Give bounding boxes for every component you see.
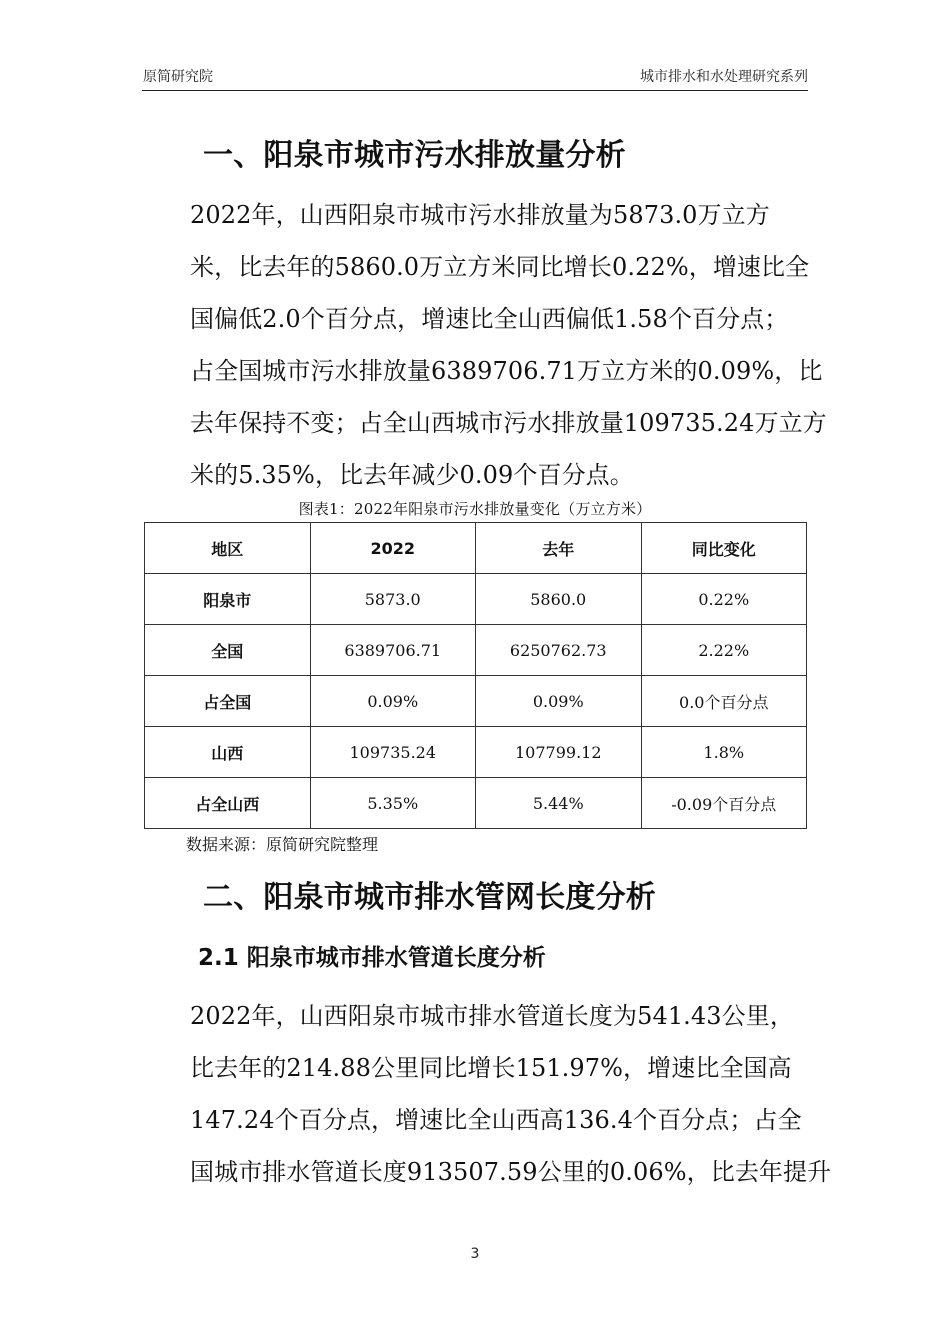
page-header xyxy=(142,64,808,91)
table-cell-region: 山西 xyxy=(145,727,311,778)
paragraph-line: 2022年，山西阳泉市城市排水管道长度为541.43公里， xyxy=(190,1002,794,1030)
section-title-sewage-discharge: 一、阳泉市城市污水排放量分析 xyxy=(203,138,626,173)
table-cell-2022: 5.35% xyxy=(310,778,476,829)
table-cell-change: 1.8% xyxy=(641,727,807,778)
table-cell-last-year: 0.09% xyxy=(476,676,642,727)
header-series-title: 城市排水和水处理研究系列 xyxy=(640,69,808,85)
table-cell-region: 全国 xyxy=(145,625,311,676)
paragraph-line: 米的5.35%，比去年减少0.09个百分点。 xyxy=(190,461,634,489)
table-cell-region: 阳泉市 xyxy=(145,574,311,625)
table-header-yoy-change: 同比变化 xyxy=(641,523,807,574)
table-header-2022: 2022 xyxy=(310,523,476,574)
drainage-analysis-paragraph xyxy=(142,990,832,1198)
table-cell-last-year: 6250762.73 xyxy=(476,625,642,676)
table-row xyxy=(145,676,807,727)
paragraph-line: 米，比去年的5860.0万立方米同比增长0.22%，增速比全 xyxy=(190,253,810,281)
table-cell-last-year: 5860.0 xyxy=(476,574,642,625)
table-row xyxy=(145,574,807,625)
table-header-row xyxy=(145,523,807,574)
table-cell-change: 0.22% xyxy=(641,574,807,625)
table-source-note: 数据来源：原简研究院整理 xyxy=(186,835,379,854)
table-cell-2022: 109735.24 xyxy=(310,727,476,778)
table-header-region: 地区 xyxy=(145,523,311,574)
sewage-analysis-paragraph xyxy=(142,189,827,501)
table-cell-2022: 5873.0 xyxy=(310,574,476,625)
sewage-discharge-table xyxy=(144,522,807,829)
paragraph-line: 比去年的214.88公里同比增长151.97%，增速比全国高 xyxy=(190,1054,792,1082)
paragraph-line: 国偏低2.0个百分点，增速比全山西偏低1.58个百分点； xyxy=(190,305,789,333)
table-cell-2022: 0.09% xyxy=(310,676,476,727)
page-number: 3 xyxy=(470,1246,480,1262)
table-row xyxy=(145,625,807,676)
table-cell-change: 2.22% xyxy=(641,625,807,676)
paragraph-line: 去年保持不变；占全山西城市污水排放量109735.24万立方 xyxy=(190,409,827,437)
table-header-last-year: 去年 xyxy=(476,523,642,574)
table-cell-region: 占全国 xyxy=(145,676,311,727)
table-cell-last-year: 107799.12 xyxy=(476,727,642,778)
table-row xyxy=(145,778,807,829)
paragraph-line: 占全国城市污水排放量6389706.71万立方米的0.09%，比 xyxy=(190,357,823,385)
paragraph-line: 2022年，山西阳泉市城市污水排放量为5873.0万立方 xyxy=(190,201,770,229)
table-caption: 图表1：2022年阳泉市污水排放量变化（万立方米） xyxy=(298,500,652,518)
table-cell-2022: 6389706.71 xyxy=(310,625,476,676)
table-cell-change: 0.0个百分点 xyxy=(641,676,807,727)
table-cell-change: -0.09个百分点 xyxy=(641,778,807,829)
table-row xyxy=(145,727,807,778)
header-publisher: 原简研究院 xyxy=(143,69,213,85)
section-title-drainage-network: 二、阳泉市城市排水管网长度分析 xyxy=(203,880,656,915)
paragraph-line: 147.24个百分点，增速比全山西高136.4个百分点；占全 xyxy=(190,1106,802,1134)
table-cell-last-year: 5.44% xyxy=(476,778,642,829)
table-cell-region: 占全山西 xyxy=(145,778,311,829)
paragraph-line: 国城市排水管道长度913507.59公里的0.06%，比去年提升 xyxy=(190,1158,832,1186)
subsection-title-drainage-pipeline: 2.1 阳泉市城市排水管道长度分析 xyxy=(198,945,546,971)
